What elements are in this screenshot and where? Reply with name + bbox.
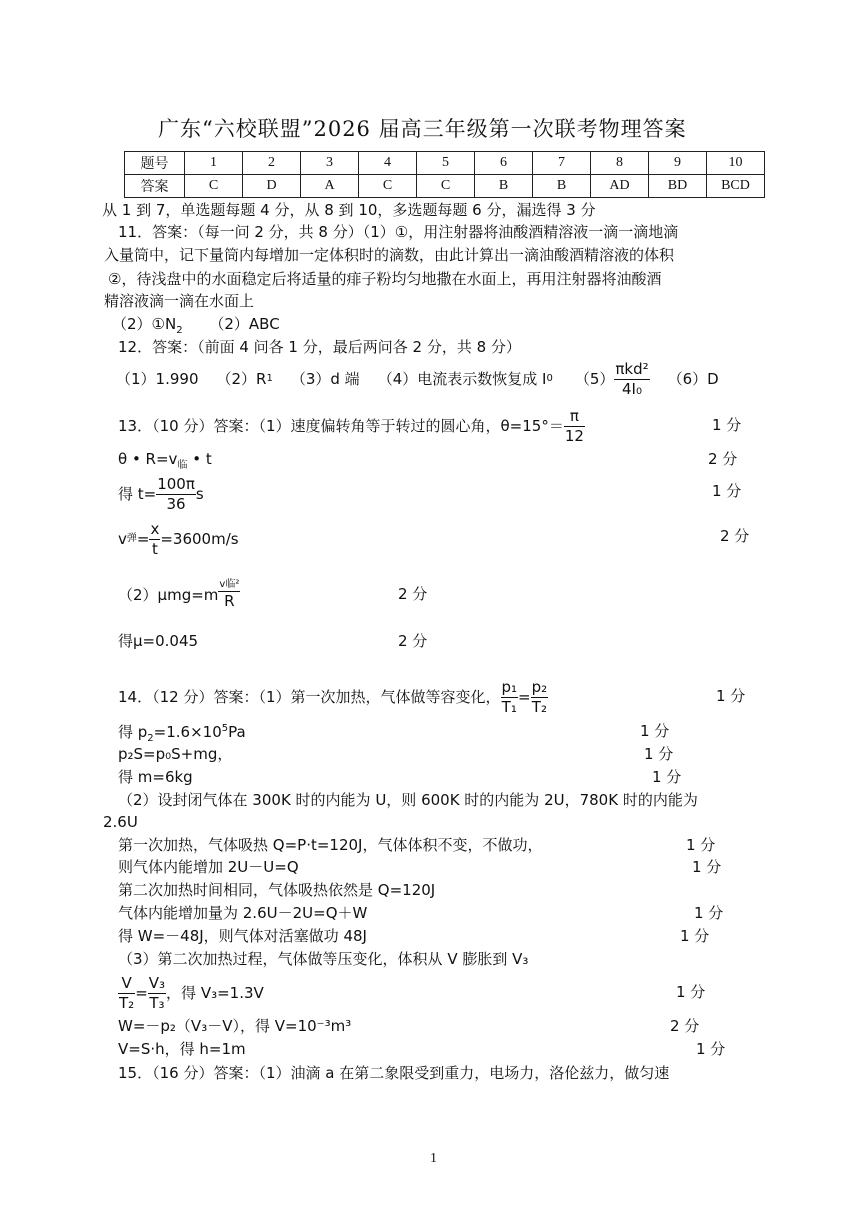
q14-line: 则气体内能增加 2U－U=Q xyxy=(118,858,299,876)
fraction-numerator: πkd² xyxy=(615,359,649,378)
scoring-note: 从 1 到 7，单选题每题 4 分，从 8 到 10，多选题每题 6 分，漏选得 3 分 xyxy=(102,201,596,219)
answer-table xyxy=(124,151,765,198)
score: 1 分 xyxy=(712,482,742,500)
table-cell: 3 xyxy=(301,152,359,175)
q11-line: ②，待浅盘中的水面稳定后将适量的痱子粉均匀地撒在水面上，再用注射器将油酸酒 xyxy=(108,270,662,288)
formula-part: =3600m/s xyxy=(160,529,239,548)
q13-fraction xyxy=(156,475,196,514)
equals-sign: = xyxy=(518,687,531,706)
subscript: 临 xyxy=(177,460,188,471)
subscript: 0 xyxy=(546,373,553,384)
q11-part2a: （2）①N xyxy=(112,315,177,333)
subscript: 弹 xyxy=(126,533,137,544)
table-cell: B xyxy=(533,175,591,198)
fraction-denominator: T₁ xyxy=(501,697,517,716)
table-header-cell: 题号 xyxy=(125,152,185,175)
q14-fraction xyxy=(531,678,549,717)
score: 2 分 xyxy=(398,632,428,650)
q13-line xyxy=(118,519,239,559)
score: 2 分 xyxy=(720,527,750,545)
table-cell: 1 xyxy=(185,152,243,175)
table-cell: 5 xyxy=(417,152,475,175)
q12-p5: （5） xyxy=(574,369,615,388)
table-cell: B xyxy=(475,175,533,198)
fraction-numerator: p₂ xyxy=(531,677,548,696)
page-number: 1 xyxy=(430,1151,437,1166)
score: 1 分 xyxy=(640,722,670,740)
subscript: 1 xyxy=(266,373,273,384)
formula-part: =1.6×10 xyxy=(153,723,222,741)
subscript: 2 xyxy=(147,733,154,744)
score: 1 分 xyxy=(680,927,710,945)
q14-line: 第一次加热，气体吸热 Q=P·t=120J，气体体积不变，不做功， xyxy=(118,836,543,854)
q14-line: V=S·h，得 h=1m xyxy=(118,1040,246,1058)
q11-line: 11．答案：（每一问 2 分，共 8 分）（1）①，用注射器将油酸酒精溶液一滴一滴地滴 xyxy=(118,223,679,241)
q12-line: 12．答案：（前面 4 问各 1 分，最后两问各 2 分，共 8 分） xyxy=(118,338,521,356)
formula-part: ，得 V₃=1.3V xyxy=(166,983,264,1002)
q14-fraction xyxy=(118,974,135,1013)
formula-part: v xyxy=(118,529,127,548)
q13-line xyxy=(118,574,240,616)
q14-line xyxy=(118,724,246,744)
formula-part: θ • R=v xyxy=(118,450,178,468)
fraction-denominator: T₂ xyxy=(531,697,547,716)
q12-p5-fraction xyxy=(614,360,649,399)
q11-part2b: （2）ABC xyxy=(209,315,280,333)
formula-part: 得 p xyxy=(118,723,148,741)
table-cell: C xyxy=(417,175,475,198)
fraction-denominator: 36 xyxy=(166,494,186,513)
subscript: 2 xyxy=(176,325,183,336)
table-cell: 10 xyxy=(707,152,765,175)
q12-p2: （2）R xyxy=(216,369,267,388)
score: 2 分 xyxy=(708,450,738,468)
q11-line: 入量筒中，记下量筒内每增加一定体积时的滴数，由此计算出一滴油酸酒精溶液的体积 xyxy=(104,246,675,264)
score: 1 分 xyxy=(716,687,746,705)
q12-p1: （1）1.990 xyxy=(116,369,199,388)
table-cell: AD xyxy=(591,175,649,198)
table-row xyxy=(125,152,765,175)
table-row xyxy=(125,175,765,198)
table-cell: D xyxy=(243,175,301,198)
score: 2 分 xyxy=(398,585,428,603)
page-title: 广东“六校联盟”2026 届高三年级第一次联考物理答案 xyxy=(158,117,687,141)
table-cell: 7 xyxy=(533,152,591,175)
fraction-numerator: 100π xyxy=(157,474,195,493)
q11-line xyxy=(112,317,280,336)
formula-part: （2）μmg=m xyxy=(118,585,219,604)
score: 1 分 xyxy=(696,1040,726,1058)
formula-part: 得 t= xyxy=(118,484,157,503)
q13-line xyxy=(118,474,204,514)
score: 1 分 xyxy=(712,416,742,434)
fraction-numerator: V xyxy=(118,974,135,994)
q14-line: W=－p₂（V₃－V），得 V=10⁻³m³ xyxy=(118,1017,352,1035)
q14-line: （2）设封闭气体在 300K 时的内能为 U，则 600K 时的内能为 2U，780K 时的内能为 xyxy=(118,791,698,809)
q14-text: 14．（12 分）答案：（1）第一次加热，气体做等容变化， xyxy=(118,687,501,706)
table-cell: 2 xyxy=(243,152,301,175)
q15-line: 15．（16 分）答案：（1）油滴 a 在第二象限受到重力，电场力，洛伦兹力，做匀速 xyxy=(118,1064,670,1082)
q14-line: （3）第二次加热过程，气体做等压变化，体积从 V 膨胀到 V₃ xyxy=(118,950,529,968)
q11-line: 精溶液滴一滴在水面上 xyxy=(104,292,255,310)
table-cell: 8 xyxy=(591,152,649,175)
formula-part: • t xyxy=(187,450,212,468)
q14-line: 得 W=－48J，则气体对活塞做功 48J xyxy=(118,927,367,945)
q14-fraction xyxy=(148,974,166,1013)
q14-line: 2.6U xyxy=(103,813,138,831)
fraction-denominator: t xyxy=(151,539,158,558)
q14-fraction xyxy=(501,678,519,717)
q14-line xyxy=(118,676,548,718)
score: 2 分 xyxy=(670,1017,700,1035)
q14-line: 第二次加热时间相同，气体吸热依然是 Q=120J xyxy=(118,881,436,899)
q12-p4: （4）电流表示数恢复成 I xyxy=(377,369,547,388)
score: 1 分 xyxy=(694,904,724,922)
q14-line: 得 m=6kg xyxy=(118,768,193,786)
table-cell: 6 xyxy=(475,152,533,175)
fraction-numerator: V₃ xyxy=(148,973,166,992)
table-cell: BD xyxy=(649,175,707,198)
q13-line xyxy=(118,452,212,471)
fraction-denominator: 4I₀ xyxy=(622,379,642,398)
equals-sign: = xyxy=(135,983,148,1002)
fraction-denominator: 12 xyxy=(564,426,584,445)
formula-part: s xyxy=(195,484,204,503)
fraction-denominator: R xyxy=(224,592,235,611)
q13-fraction xyxy=(218,579,240,611)
q12-p3: （3）d 端 xyxy=(290,369,360,388)
table-cell: C xyxy=(185,175,243,198)
table-cell: C xyxy=(359,175,417,198)
q13-fraction xyxy=(564,407,585,446)
table-cell: BCD xyxy=(707,175,765,198)
score: 1 分 xyxy=(686,836,716,854)
q14-line: p₂S=p₀S+mg， xyxy=(118,745,233,763)
formula-part: Pa xyxy=(228,723,246,741)
q13-text: 13．（10 分）答案：（1）速度偏转角等于转过的圆心角，θ=15°＝ xyxy=(118,416,564,435)
q12-p6: （6）D xyxy=(667,369,719,388)
q13-line: 得μ=0.045 xyxy=(118,632,199,650)
q14-line: 气体内能增加量为 2.6U－2U=Q＋W xyxy=(118,904,368,922)
q13-fraction xyxy=(149,520,160,559)
fraction-denominator: T₃ xyxy=(149,993,165,1012)
q13-line xyxy=(118,406,585,446)
score: 1 分 xyxy=(676,983,706,1001)
formula-part: = xyxy=(136,529,150,548)
fraction-numerator: p₁ xyxy=(501,677,518,696)
score: 1 分 xyxy=(652,768,682,786)
fraction-numerator: v临² xyxy=(218,579,240,593)
table-cell: 9 xyxy=(649,152,707,175)
superscript: 5 xyxy=(221,723,229,734)
score: 1 分 xyxy=(644,745,674,763)
fraction-numerator: π xyxy=(564,407,585,427)
q12-answers xyxy=(116,361,719,397)
score: 1 分 xyxy=(692,858,722,876)
fraction-denominator: T₂ xyxy=(119,993,135,1012)
table-cell: 4 xyxy=(359,152,417,175)
fraction-numerator: x xyxy=(150,519,160,538)
q14-line xyxy=(118,971,264,1015)
table-cell: A xyxy=(301,175,359,198)
table-header-cell: 答案 xyxy=(125,175,185,198)
